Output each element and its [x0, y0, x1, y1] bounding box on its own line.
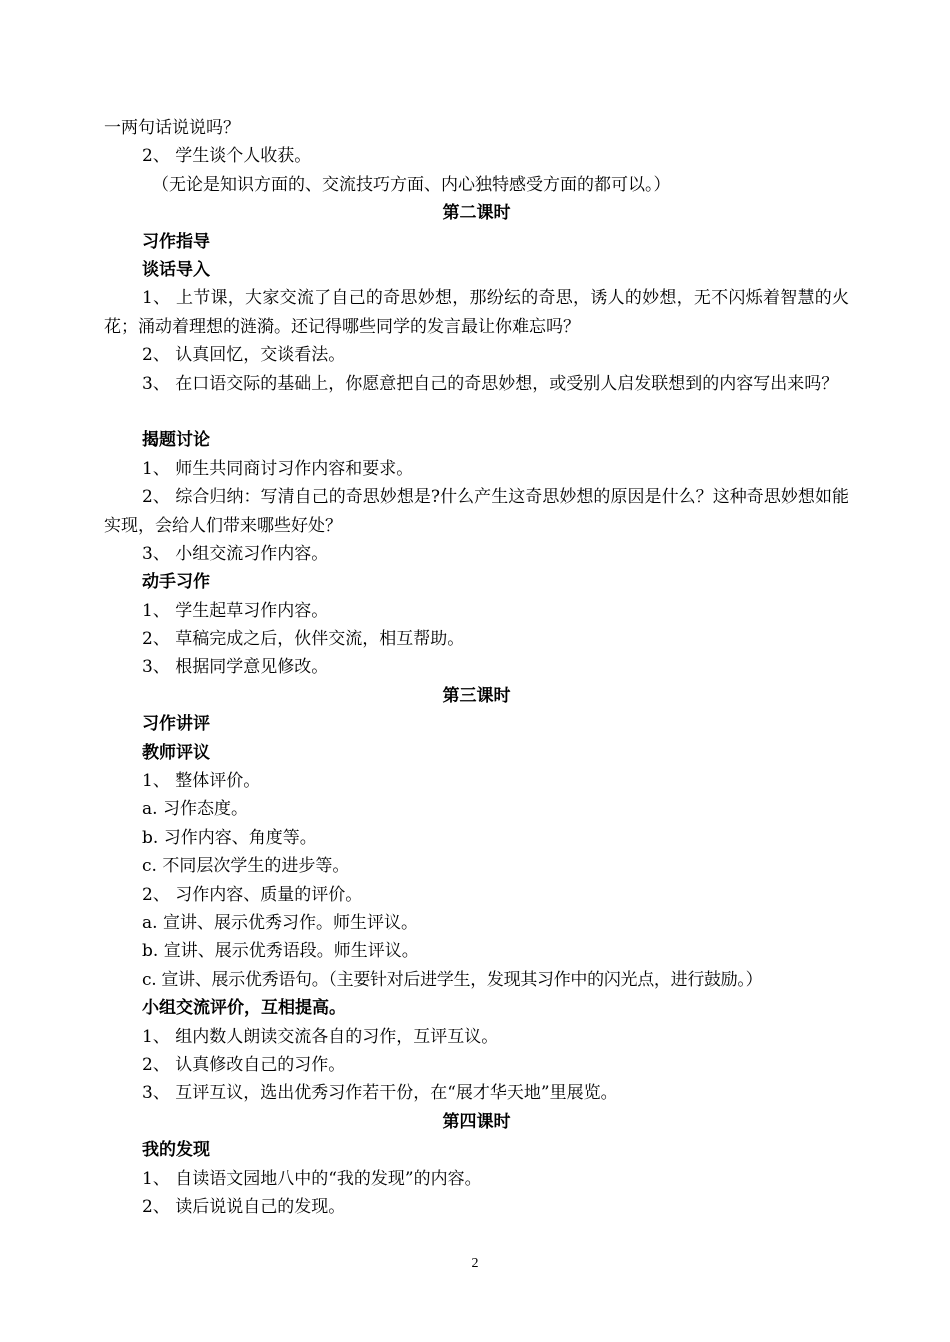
lesson-heading: 第三课时 — [442, 685, 511, 706]
text-line: 3、 根据同学意见修改。 — [142, 657, 329, 678]
text-line: b. 习作内容、角度等。 — [142, 827, 317, 848]
text-line: 3、 小组交流习作内容。 — [142, 543, 329, 564]
section-heading: 揭题讨论 — [142, 430, 210, 451]
text-line: 2、 读后说说自己的发现。 — [142, 1196, 346, 1217]
text-line: 一两句话说说吗？ — [104, 118, 240, 138]
text-line: 2、 草稿完成之后，伙伴交流，相互帮助。 — [142, 629, 465, 650]
text-line: 1、 整体评价。 — [142, 771, 261, 792]
text-line: c. 宣讲、展示优秀语句。（主要针对后进学生，发现其习作中的闪光点，进行鼓励。） — [142, 969, 763, 990]
section-heading: 小组交流评价，互相提高。 — [142, 998, 346, 1019]
section-heading: 动手习作 — [142, 572, 210, 593]
page-number: 2 — [471, 1256, 479, 1271]
text-line: 2、 习作内容、质量的评价。 — [142, 884, 363, 905]
text-line: 1、 师生共同商讨习作内容和要求。 — [142, 458, 414, 479]
section-heading: 教师评议 — [142, 742, 210, 763]
section-heading: 谈话导入 — [142, 259, 210, 280]
text-line: 1、 组内数人朗读交流各自的习作，互评互议。 — [142, 1026, 499, 1047]
text-line: 3、 互评互议，选出优秀习作若干份，在“展才华天地”里展览。 — [142, 1083, 618, 1104]
paragraph: 2、 综合归纳：写清自己的奇思妙想是?什么产生这奇思妙想的原因是什么？这种奇思妙想如能实现，会给人们带来哪些好处？ — [104, 487, 849, 536]
section-heading: 我的发现 — [142, 1140, 210, 1161]
text-line: a. 宣讲、展示优秀习作。师生评议。 — [142, 912, 418, 933]
lesson-heading: 第四课时 — [442, 1111, 511, 1132]
text-line: 2、 学生谈个人收获。 — [142, 146, 312, 167]
paragraph: 1、 上节课，大家交流了自己的奇思妙想，那纷纭的奇思，诱人的妙想，无不闪烁着智慧的火花；涌动着理想的涟漪。还记得哪些同学的发言最让你难忘吗？ — [104, 288, 849, 337]
document-body — [104, 114, 849, 1221]
text-line: 2、 认真修改自己的习作。 — [142, 1054, 346, 1075]
text-line: 2、 认真回忆，交谈看法。 — [142, 345, 346, 366]
paragraph: 3、 在口语交际的基础上，你愿意把自己的奇思妙想，或受别人启发联想到的内容写出来吗？ — [142, 373, 839, 394]
text-line: c. 不同层次学生的进步等。 — [142, 856, 350, 877]
lesson-heading: 第二课时 — [442, 203, 511, 224]
section-heading: 习作讲评 — [142, 714, 210, 735]
text-line: b. 宣讲、展示优秀语段。师生评议。 — [142, 941, 419, 962]
section-heading: 习作指导 — [142, 231, 210, 252]
text-line: （无论是知识方面的、交流技巧方面、内心独特感受方面的都可以。） — [152, 174, 671, 195]
text-line: a. 习作态度。 — [142, 799, 248, 820]
text-line: 1、 学生起草习作内容。 — [142, 600, 329, 621]
text-line: 1、 自读语文园地八中的“我的发现”的内容。 — [142, 1168, 482, 1189]
